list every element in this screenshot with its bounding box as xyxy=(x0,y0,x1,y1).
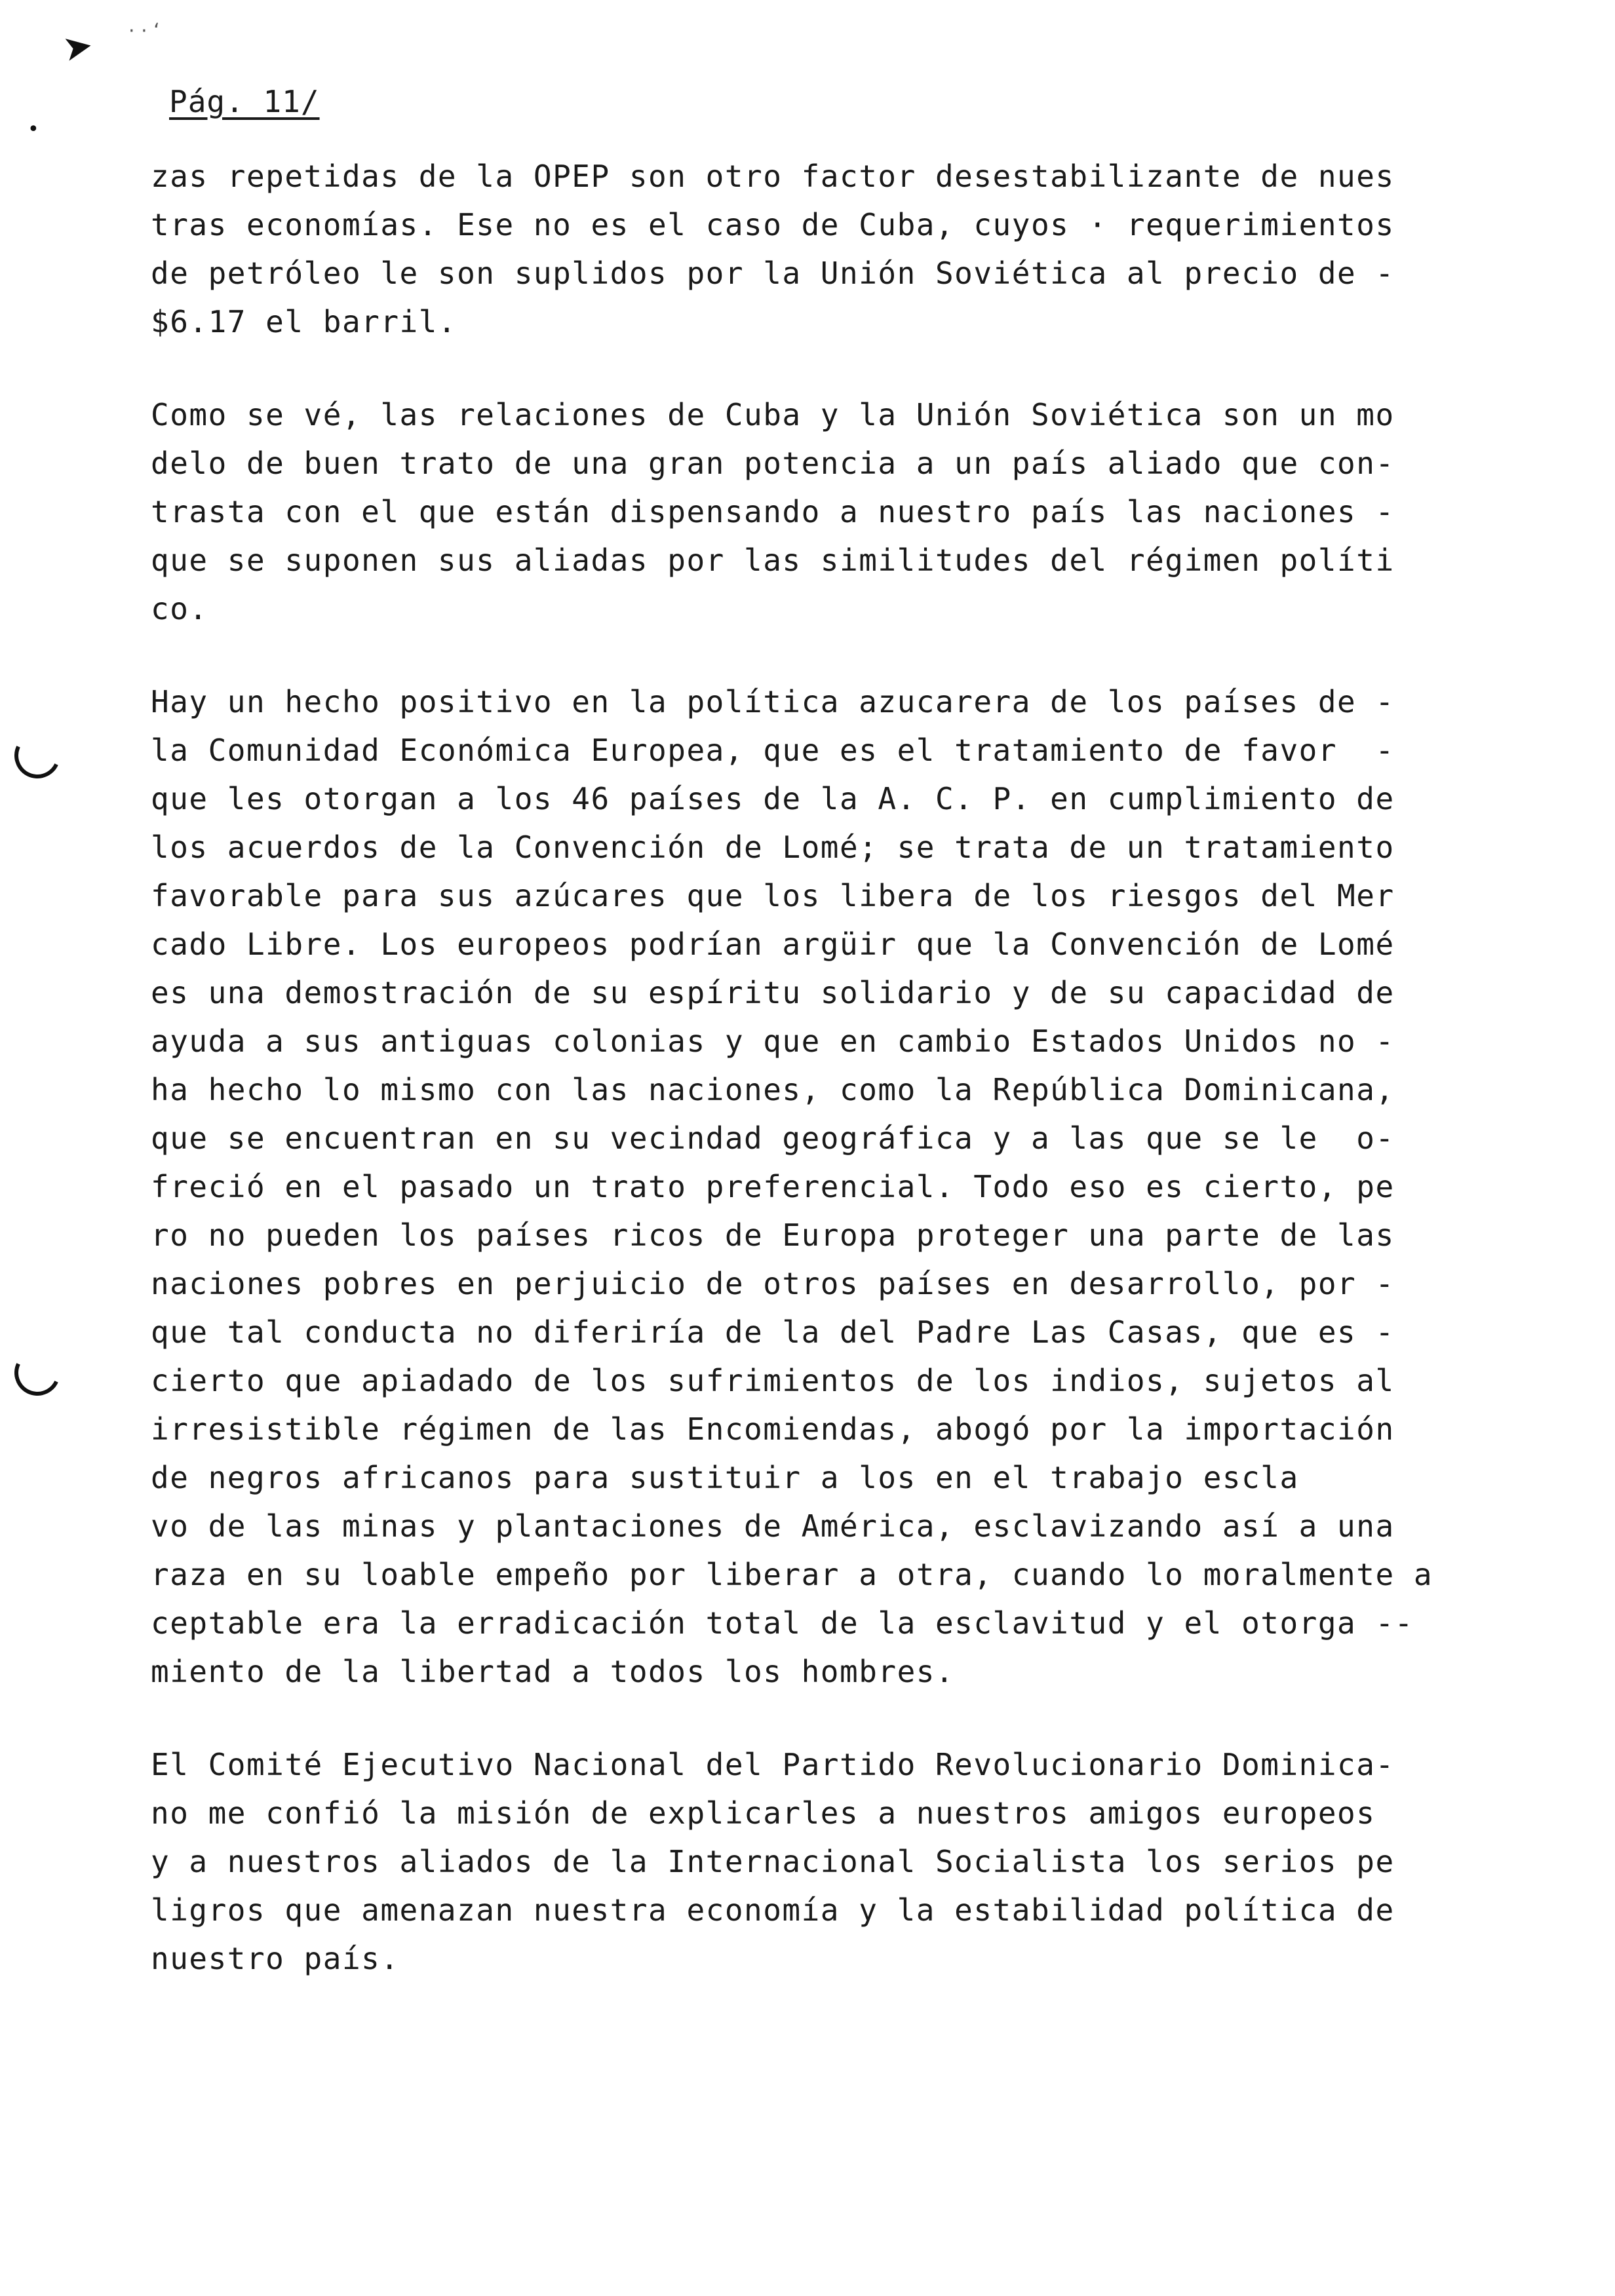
text-line: Hay un hecho positivo en la política azucarera de los países de - xyxy=(151,684,1395,719)
punch-hole-icon xyxy=(8,1343,67,1402)
paragraph-4 xyxy=(151,1740,1475,1983)
text-line: los acuerdos de la Convención de Lomé; se trata de un tratamiento xyxy=(151,830,1395,865)
text-line: $6.17 el barril. xyxy=(151,304,457,339)
text-line: que se suponen sus aliadas por las similitudes del régimen políti xyxy=(151,543,1395,578)
text-line: que se encuentran en su vecindad geográfica y a las que se le o- xyxy=(151,1120,1395,1156)
text-line: ha hecho lo mismo con las naciones, como la República Dominicana, xyxy=(151,1072,1395,1107)
text-line: vo de las minas y plantaciones de América, esclavizando así a una xyxy=(151,1508,1395,1544)
text-line: de negros africanos para sustituir a los en el trabajo escla xyxy=(151,1460,1299,1495)
text-line: delo de buen trato de una gran potencia a un país aliado que con- xyxy=(151,446,1395,481)
text-line: naciones pobres en perjuicio de otros países en desarrollo, por - xyxy=(151,1266,1395,1301)
text-line: de petróleo le son suplidos por la Unión Soviética al precio de - xyxy=(151,256,1395,291)
text-line: raza en su loable empeño por liberar a otra, cuando lo moralmente a xyxy=(151,1557,1433,1592)
text-line: cado Libre. Los europeos podrían argüir que la Convención de Lomé xyxy=(151,927,1395,962)
text-line: nuestro país. xyxy=(151,1941,400,1976)
text-line: ro no pueden los países ricos de Europa proteger una parte de las xyxy=(151,1217,1395,1253)
text-line: es una demostración de su espíritu solidario y de su capacidad de xyxy=(151,975,1395,1010)
text-line: Como se vé, las relaciones de Cuba y la Unión Soviética son un mo xyxy=(151,397,1395,432)
text-line: que tal conducta no diferiría de la del Padre Las Casas, que es - xyxy=(151,1314,1395,1350)
punch-hole-icon xyxy=(8,726,67,785)
page-number: Pág. 11/ xyxy=(169,84,320,119)
text-line: la Comunidad Económica Europea, que es el tratamiento de favor - xyxy=(151,733,1395,768)
text-line: tras economías. Ese no es el caso de Cuba, cuyos · requerimientos xyxy=(151,207,1395,242)
left-dot-mark: • xyxy=(28,118,39,141)
paragraph-1 xyxy=(151,152,1475,346)
text-line: ligros que amenazan nuestra economía y la estabilidad política de xyxy=(151,1892,1395,1928)
text-line: no me confió la misión de explicarles a nuestros amigos europeos xyxy=(151,1795,1376,1831)
paragraph-3 xyxy=(151,678,1475,1696)
paragraph-2 xyxy=(151,391,1475,633)
text-line: miento de la libertad a todos los hombres. xyxy=(151,1654,955,1689)
text-line: que les otorgan a los 46 países de la A. C. P. en cumplimiento de xyxy=(151,781,1395,816)
text-line: favorable para sus azúcares que los libera de los riesgos del Mer xyxy=(151,878,1395,913)
text-line: ayuda a sus antiguas colonias y que en cambio Estados Unidos no - xyxy=(151,1024,1395,1059)
text-line: trasta con el que están dispensando a nuestro país las naciones - xyxy=(151,494,1395,529)
top-dots-mark: · · ʻ xyxy=(128,20,160,43)
text-line: cierto que apiadado de los sufrimientos de los indios, sujetos al xyxy=(151,1363,1395,1398)
text-line: irresistible régimen de las Encomiendas, abogó por la importación xyxy=(151,1411,1395,1447)
text-line: freció en el pasado un trato preferencial. Todo eso es cierto, pe xyxy=(151,1169,1395,1204)
text-line: co. xyxy=(151,591,208,626)
arrow-icon: ➤ xyxy=(59,24,96,70)
text-line: zas repetidas de la OPEP son otro factor desestabilizante de nues xyxy=(151,159,1395,194)
text-line: El Comité Ejecutivo Nacional del Partido Revolucionario Dominica- xyxy=(151,1747,1395,1782)
text-line: y a nuestros aliados de la Internacional Socialista los serios pe xyxy=(151,1844,1395,1879)
document-body xyxy=(151,152,1475,2027)
text-line: ceptable era la erradicación total de la esclavitud y el otorga -- xyxy=(151,1605,1414,1641)
